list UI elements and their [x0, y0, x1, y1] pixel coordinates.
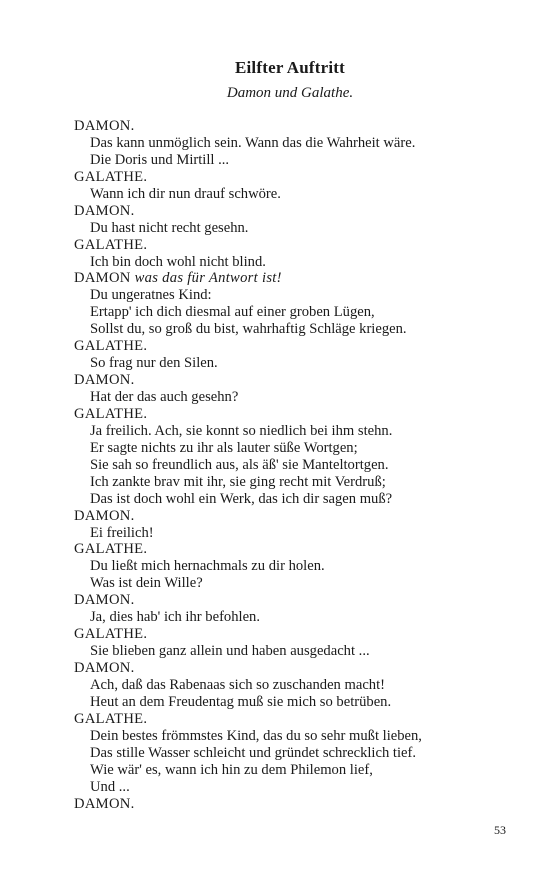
speaker-name: DAMON	[74, 270, 135, 287]
verse-line: Du hast nicht recht gesehn.	[90, 219, 249, 236]
speaker-name: DAMON.	[74, 660, 135, 676]
speaker-name: GALATHE.	[74, 541, 148, 558]
verse-line: Was ist dein Wille?	[90, 575, 203, 592]
speaker-name: DAMON.	[74, 795, 135, 812]
speaker-name: GALATHE.	[74, 405, 148, 422]
speaker-name: DAMON.	[74, 118, 135, 134]
verse-line: Und ...	[90, 778, 130, 795]
verse-line: Er sagte nichts zu ihr als lauter süße Wortgen;	[90, 439, 358, 456]
verse-line: Ich zankte brav mit ihr, sie ging recht mit Verdruß;	[90, 473, 386, 490]
play-text	[74, 118, 524, 812]
scene-subtitle: Damon und Galathe.	[226, 85, 354, 101]
verse-line: Wann ich dir nun drauf schwöre.	[90, 185, 281, 202]
speaker-name: GALATHE.	[74, 338, 148, 355]
verse-line: Du ungeratnes Kind:	[90, 287, 212, 304]
speaker-name: GALATHE.	[74, 710, 148, 727]
verse-line: Ja, dies hab' ich ihr befohlen.	[90, 609, 261, 626]
verse-line: Ertapp' ich dich diesmal auf einer groben Lügen,	[90, 304, 375, 321]
speaker-name: DAMON.	[74, 202, 135, 219]
verse-line: Ja freilich. Ach, sie konnt so niedlich bei ihm stehn.	[90, 422, 393, 439]
verse-line: Das stille Wasser schleicht und gründet schrecklich tief.	[90, 744, 417, 761]
verse-line: Sollst du, so groß du bist, wahrhaftig Schläge kriegen.	[90, 321, 407, 338]
verse-line: Heut an dem Freudentag muß sie mich so betrüben.	[90, 693, 392, 710]
page-number: 53	[494, 823, 506, 837]
speaker-name: DAMON.	[74, 507, 135, 524]
verse-line: Ach, daß das Rabenaas sich so zuschanden macht!	[90, 676, 386, 693]
verse-line: Sie blieben ganz allein und haben ausgedacht ...	[90, 643, 370, 660]
verse-line: Hat der das auch gesehn?	[90, 389, 239, 405]
verse-line: Sie sah so freundlich aus, als äß' sie Manteltortgen.	[90, 456, 389, 473]
verse-line: So frag nur den Silen.	[90, 355, 218, 372]
speaker-with-stage-direction	[74, 270, 524, 287]
speaker-name: DAMON.	[74, 372, 135, 389]
verse-line: Das ist doch wohl ein Werk, das ich dir sagen muß?	[90, 490, 393, 507]
scene-title: Eilfter Auftritt	[234, 58, 346, 77]
verse-line: Dein bestes frömmstes Kind, das du so sehr mußt lieben,	[90, 727, 422, 744]
stage-direction: was das für Antwort ist!	[134, 270, 282, 287]
verse-line: Das kann unmöglich sein. Wann das die Wahrheit wäre.	[90, 134, 416, 151]
speaker-name: GALATHE.	[74, 236, 148, 253]
speaker-name: DAMON.	[74, 592, 135, 609]
verse-line: Du ließt mich hernachmals zu dir holen.	[90, 558, 325, 575]
speaker-name: GALATHE.	[74, 626, 148, 643]
verse-line: Ei freilich!	[90, 524, 154, 541]
speaker-name: GALATHE.	[74, 168, 148, 185]
verse-line: Wie wär' es, wann ich hin zu dem Philemon lief,	[90, 761, 373, 778]
verse-line: Ich bin doch wohl nicht blind.	[90, 253, 266, 270]
verse-line: Die Doris und Mirtill ...	[90, 151, 230, 168]
